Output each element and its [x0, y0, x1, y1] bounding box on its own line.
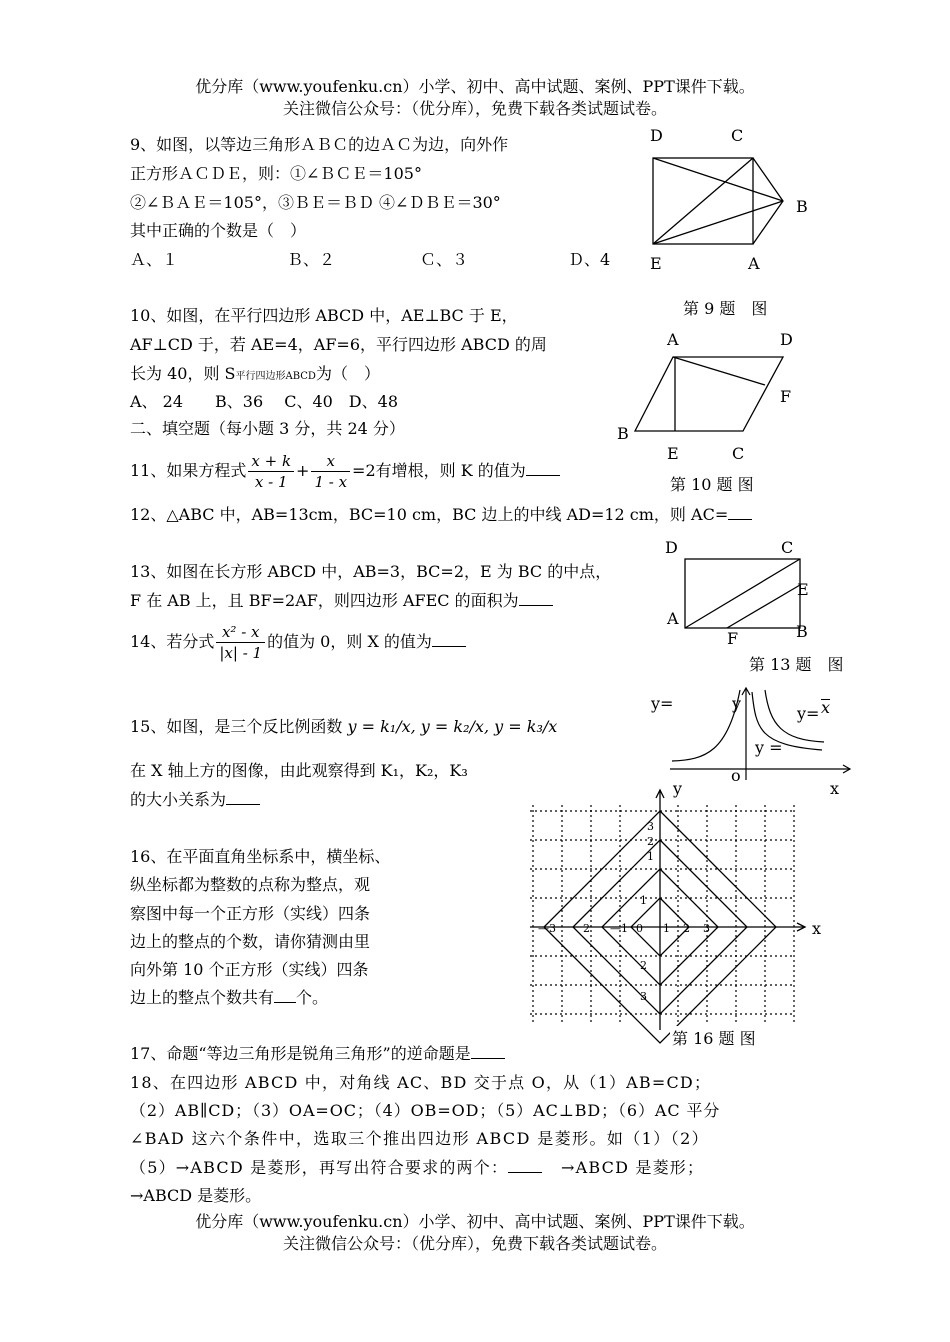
q11-f2-den: 1 - x	[314, 473, 348, 491]
q16-tick-y2: 2	[647, 835, 654, 848]
q10-line-3-post: 为（ ）	[315, 364, 380, 383]
q9-line-2: 正方形ＡＣＤＥ，则：①∠ＢＣＥ＝105°	[130, 164, 422, 183]
q9-label-a: A	[748, 254, 760, 273]
q18-line-1: 18、在四边形 ABCD 中，对角线 AC、BD 交于点 O，从（1）AB=CD；	[130, 1073, 712, 1092]
q18-answer-blank-1[interactable]	[508, 1158, 542, 1173]
q17-text: 17、命题“等边三角形是锐角三角形”的逆命题是	[130, 1044, 471, 1063]
q18-line-3: ∠BAD 这六个条件中，选取三个推出四边形 ABCD 是菱形。如（1）（2）	[130, 1129, 710, 1148]
q10-line-3-pre: 长为 40，则 S	[130, 364, 236, 383]
q16-line-1: 16、在平面直角坐标系中，横坐标、	[130, 847, 391, 866]
q16-tick-yn1: 1	[640, 894, 647, 907]
header-line-1: 优分库（www.youfenku.cn）小学、初中、高中试题、案例、PPT课件下载。	[195, 77, 755, 96]
q16-tick-origin: 0	[636, 922, 643, 935]
q11-fraction-2	[311, 451, 350, 492]
q9-line-3: ②∠ＢＡＥ＝105°，③ＢＥ＝ＢＤ ④∠ＤＢＥ＝30°	[130, 193, 501, 212]
q15-label-y-left: y=	[651, 694, 674, 713]
q15-function-2: y = k₂/x,	[420, 717, 490, 736]
q15-line-1	[130, 717, 557, 737]
q13-label-f: F	[727, 629, 739, 648]
q16-line-5: 向外第 10 个正方形（实线）四条	[130, 960, 369, 979]
q10-options: A、 24 B、36 C、40 D、48	[130, 392, 398, 411]
q14-pre: 14、若分式	[130, 632, 215, 651]
q10-caption: 第 10 题 图	[670, 475, 754, 494]
q18-line-5: →ABCD 是菱形。	[130, 1186, 262, 1205]
q16-tick-x1: 1	[663, 922, 670, 935]
q10-label-e: E	[667, 444, 679, 463]
q11-f1-num: x + k	[248, 451, 294, 472]
q13-answer-blank[interactable]	[519, 591, 553, 606]
q9-label-e: E	[650, 254, 662, 273]
q12-text: 12、△ABC 中，AB=13cm，BC=10 cm，BC 边上的中线 AD=12 cm，则 AC=	[130, 505, 729, 524]
q16-tick-yn3: 3	[640, 990, 647, 1003]
q15-pre: 15、如图，是三个反比例函数	[130, 717, 343, 736]
q11-fraction-1	[248, 451, 294, 492]
q15-line-3	[130, 790, 260, 810]
q13-line-1: 13、如图在长方形 ABCD 中，AB=3，BC=2，E 为 BC 的中点，	[130, 562, 612, 581]
q14-answer-blank[interactable]	[432, 632, 466, 647]
q10-line-2: AF⊥CD 于，若 AE=4，AF=6，平行四边形 ABCD 的周	[130, 335, 547, 354]
q16-line-2: 纵坐标都为整数的点称为整点，观	[130, 875, 371, 894]
q18-line-2: （2）AB∥CD；（3）OA=OC；（4）OB=OD；（5）AC⊥BD；（6）AC 平分	[130, 1101, 721, 1120]
q13-label-e: E	[797, 580, 809, 599]
q11-f2-num: x	[311, 451, 350, 472]
q9-label-c: C	[731, 126, 744, 145]
q12-line	[130, 505, 752, 525]
q11-line	[130, 449, 560, 493]
q13-label-a: A	[667, 609, 679, 628]
q17-line	[130, 1044, 505, 1064]
q9-option-c: Ｃ、３	[420, 250, 469, 269]
q16-tick-x2: 2	[683, 922, 690, 935]
q15-label-y-axis: y	[732, 694, 742, 713]
q11-eq: =2	[352, 461, 376, 480]
q9-line-1: 9、如图，以等边三角形ＡＢＣ的边ＡＣ为边，向外作	[130, 135, 509, 154]
q11-post: 有增根，则 K 的值为	[375, 461, 526, 480]
q17-answer-blank[interactable]	[471, 1044, 505, 1059]
q13-line-2-text: F 在 AB 上，且 BF=2AF，则四边形 AFEC 的面积为	[130, 591, 519, 610]
q16-tick-y3: 3	[647, 820, 654, 833]
q13-line-2	[130, 591, 553, 611]
q11-answer-blank[interactable]	[526, 461, 560, 476]
q15-line-2: 在 X 轴上方的图像，由此观察得到 K₁，K₂，K₃	[130, 761, 468, 780]
q14-num: x² - x	[216, 622, 265, 643]
q15-answer-blank[interactable]	[226, 790, 260, 805]
q9-caption: 第 9 题 图	[683, 299, 768, 318]
q15-line-3-text: 的大小关系为	[130, 790, 227, 809]
q16-line-4: 边上的整点的个数，请你猜测由里	[130, 932, 371, 951]
q18-line-4-pre: （5）→ABCD 是菱形，再写出符合要求的两个：	[130, 1158, 509, 1177]
q9-line-4: 其中正确的个数是（ ）	[130, 221, 307, 240]
header-line-2: 关注微信公众号：（优分库），免费下载各类试题试卷。	[282, 99, 667, 118]
q15-label-x-axis: x	[830, 779, 840, 798]
q18-line-4-post: →ABCD 是菱形；	[561, 1158, 705, 1177]
q13-label-b: B	[796, 622, 808, 641]
q16-tick-y1: 1	[647, 850, 654, 863]
q15-function-1: y = k₁/x,	[347, 717, 416, 736]
q15-function-3: y = k₃/x	[494, 717, 558, 736]
q10-line-1: 10、如图，在平行四边形 ABCD 中，AE⊥BC 于 E，	[130, 306, 518, 325]
q13-label-c: C	[781, 538, 794, 557]
q10-label-f: F	[780, 387, 792, 406]
q14-den: |x| - 1	[219, 644, 263, 662]
q9-label-d: D	[650, 126, 663, 145]
footer-line-1: 优分库（www.youfenku.cn）小学、初中、高中试题、案例、PPT课件下载。	[195, 1212, 755, 1231]
q16-label-y: y	[673, 779, 683, 798]
q14-post: 的值为 0，则 X 的值为	[267, 632, 432, 651]
q16-line-6-post: 个。	[296, 988, 329, 1007]
q15-label-x-frac: x	[821, 698, 831, 717]
q16-tick-x3: 3	[703, 922, 710, 935]
q10-label-c: C	[732, 444, 745, 463]
q16-answer-blank[interactable]	[274, 988, 296, 1003]
q9-label-b: B	[796, 197, 808, 216]
q16-line-3: 察图中每一个正方形（实线）四条	[130, 904, 371, 923]
q10-label-a: A	[667, 330, 679, 349]
q10-label-b: B	[617, 424, 629, 443]
q10-line-3	[130, 364, 380, 387]
q16-tick-xn2: 2	[583, 922, 590, 935]
q9-option-b: Ｂ、２	[287, 250, 336, 269]
q14-fraction	[216, 622, 265, 663]
q16-line-6-pre: 边上的整点个数共有	[130, 988, 275, 1007]
q15-label-y-mid: y =	[755, 738, 783, 757]
q10-label-d: D	[780, 330, 793, 349]
section-2-title: 二、填空题（每小题 3 分，共 24 分）	[130, 419, 405, 438]
q12-answer-blank[interactable]	[728, 505, 752, 520]
q13-label-d: D	[665, 538, 678, 557]
q10-area-subscript: 平行四边形ABCD	[235, 371, 316, 382]
q15-label-origin: o	[731, 766, 741, 785]
q11-plus: +	[296, 461, 310, 480]
q11-pre: 11、如果方程式	[130, 461, 247, 480]
q18-line-4	[130, 1158, 704, 1178]
q14-line	[130, 620, 466, 664]
q15-label-y-right: y=	[797, 704, 820, 723]
q16-caption: 第 16 题 图	[670, 1026, 758, 1049]
q16-tick-yn2: 2	[640, 959, 647, 972]
q16-tick-xn1: —1	[610, 922, 628, 935]
q11-f1-den: x - 1	[254, 473, 288, 491]
q16-line-6	[130, 988, 328, 1008]
q9-option-a: Ａ、１	[130, 250, 179, 269]
q13-caption: 第 13 题 图	[749, 655, 844, 674]
footer-line-2: 关注微信公众号：（优分库），免费下载各类试题试卷。	[282, 1234, 667, 1253]
q16-label-x: x	[812, 919, 822, 938]
q16-tick-xn3: —3	[538, 922, 556, 935]
q9-option-d: Ｄ、4	[568, 250, 611, 269]
